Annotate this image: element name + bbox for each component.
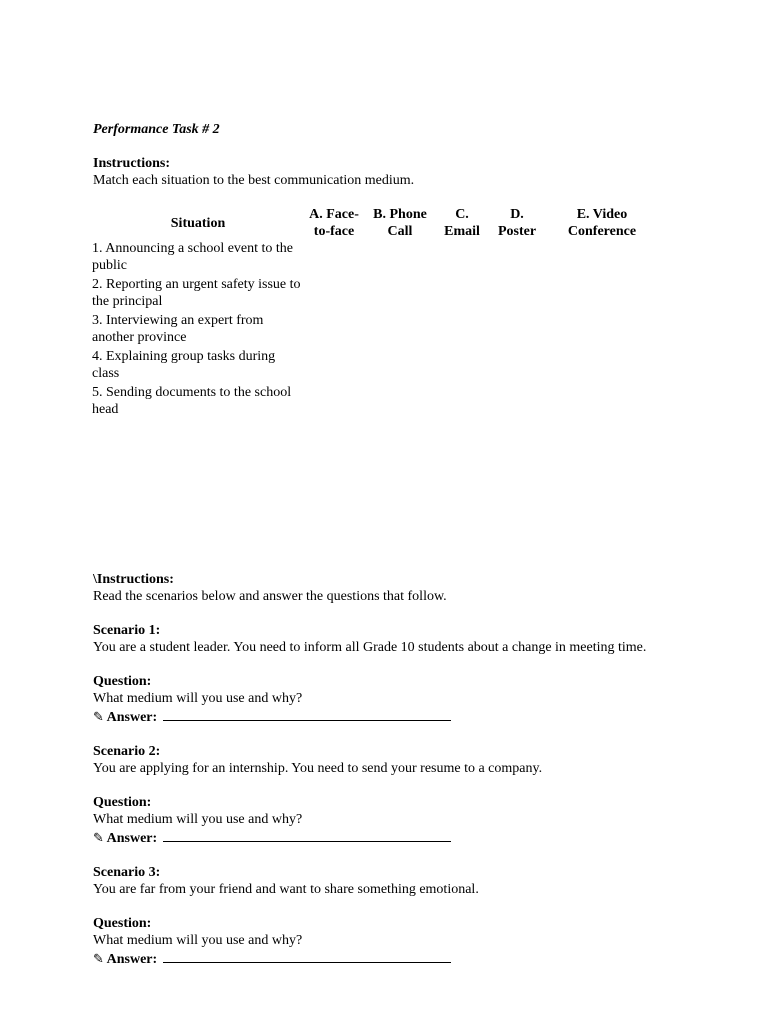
answer-cell-e[interactable] (546, 348, 658, 384)
scenario-text: You are far from your friend and want to share something emotional. (93, 882, 479, 897)
header-email: C. Email (444, 207, 480, 239)
pencil-icon: ✎ (93, 710, 104, 725)
part1-instructions-label: Instructions: (93, 156, 171, 171)
answer-cell-a[interactable] (304, 240, 364, 276)
table-row (92, 312, 658, 348)
answer-cell-d[interactable] (488, 312, 546, 348)
scenario-text: You are applying for an internship. You need to send your resume to a company. (93, 761, 543, 776)
pencil-icon: ✎ (93, 952, 104, 967)
scenario-label: Scenario 3: (93, 865, 161, 880)
answer-cell-e[interactable] (546, 240, 658, 276)
answer-label: Answer: (106, 831, 158, 846)
situation-cell: 2. Reporting an urgent safety issue to the principal (92, 277, 301, 309)
table-row (92, 240, 658, 276)
task-title: Performance Task # 2 (93, 122, 220, 137)
answer-cell-e[interactable] (546, 312, 658, 348)
answer-cell-d[interactable] (488, 384, 546, 420)
answer-cell-c[interactable] (436, 384, 488, 420)
answer-cell-d[interactable] (488, 276, 546, 312)
answer-cell-d[interactable] (488, 348, 546, 384)
situation-cell: 5. Sending documents to the school head (92, 385, 292, 417)
situation-cell: 4. Explaining group tasks during class (92, 349, 276, 381)
part2-instructions-label: \Instructions: (93, 572, 174, 587)
table-header-row (92, 206, 658, 240)
answer-cell-a[interactable] (304, 348, 364, 384)
answer-cell-c[interactable] (436, 276, 488, 312)
scenario-1 (93, 622, 693, 726)
answer-cell-e[interactable] (546, 276, 658, 312)
scenario-label: Scenario 1: (93, 623, 161, 638)
answer-row (93, 707, 693, 726)
question-label: Question: (93, 795, 152, 810)
answer-cell-a[interactable] (304, 276, 364, 312)
answer-cell-c[interactable] (436, 240, 488, 276)
table-row (92, 348, 658, 384)
part2-section (93, 571, 693, 968)
pencil-icon: ✎ (93, 831, 104, 846)
header-face-to-face: A. Face- to-face (309, 207, 359, 239)
table-row (92, 276, 658, 312)
answer-blank[interactable] (163, 828, 451, 842)
answer-label: Answer: (106, 710, 158, 725)
answer-cell-b[interactable] (364, 240, 436, 276)
matching-table (92, 206, 658, 420)
table-row (92, 384, 658, 420)
answer-row (93, 949, 693, 968)
answer-cell-b[interactable] (364, 312, 436, 348)
header-phone-call: B. Phone Call (373, 207, 427, 239)
question-text: What medium will you use and why? (93, 812, 303, 827)
answer-cell-b[interactable] (364, 384, 436, 420)
answer-cell-a[interactable] (304, 312, 364, 348)
answer-cell-b[interactable] (364, 348, 436, 384)
answer-cell-c[interactable] (436, 312, 488, 348)
header-situation: Situation (170, 215, 226, 231)
situation-cell: 1. Announcing a school event to the public (92, 241, 294, 273)
scenario-2 (93, 743, 693, 847)
part1-instructions-text: Match each situation to the best communication medium. (93, 173, 415, 188)
document-page (93, 121, 693, 420)
answer-cell-a[interactable] (304, 384, 364, 420)
question-label: Question: (93, 916, 152, 931)
answer-cell-d[interactable] (488, 240, 546, 276)
answer-cell-c[interactable] (436, 348, 488, 384)
scenario-text: You are a student leader. You need to inform all Grade 10 students about a change in meeting time. (93, 640, 647, 655)
answer-label: Answer: (106, 952, 158, 967)
part2-instructions-text: Read the scenarios below and answer the questions that follow. (93, 589, 447, 604)
answer-blank[interactable] (163, 707, 451, 721)
scenario-3 (93, 864, 693, 968)
header-video-conference: E. Video Conference (567, 207, 637, 239)
question-label: Question: (93, 674, 152, 689)
scenario-label: Scenario 2: (93, 744, 161, 759)
situation-cell: 3. Interviewing an expert from another province (92, 313, 264, 345)
answer-row (93, 828, 693, 847)
question-text: What medium will you use and why? (93, 933, 303, 948)
answer-cell-e[interactable] (546, 384, 658, 420)
question-text: What medium will you use and why? (93, 691, 303, 706)
answer-cell-b[interactable] (364, 276, 436, 312)
answer-blank[interactable] (163, 949, 451, 963)
header-poster: D. Poster (497, 207, 537, 239)
